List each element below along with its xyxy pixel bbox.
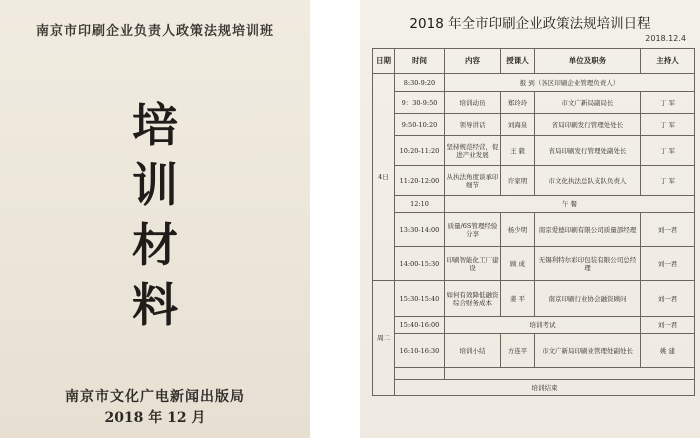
cell-registration: 报 到（各区印刷企业管理负责人） xyxy=(445,74,695,92)
cell-lunch: 午 餐 xyxy=(445,196,695,213)
cell-host: 刘一君 xyxy=(641,317,695,334)
cell-speaker: 方连平 xyxy=(501,334,535,368)
table-row xyxy=(373,213,695,247)
cell-host: 丁 军 xyxy=(641,166,695,196)
cover-title xyxy=(0,95,310,335)
table-header-row xyxy=(373,49,695,74)
cell-time: 13:30-14:00 xyxy=(395,213,445,247)
cell-empty xyxy=(395,368,445,380)
cell-content: 领导讲话 xyxy=(445,114,501,136)
cover-title-char: 训 xyxy=(132,158,178,212)
cell-time: 15:40-16:00 xyxy=(395,317,445,334)
cell-speaker: 姜 平 xyxy=(501,281,535,317)
cell-time: 9：30-9:50 xyxy=(395,92,445,114)
table-row xyxy=(373,136,695,166)
day-cell-date: 4日 xyxy=(373,74,395,281)
cover-title-char: 材 xyxy=(132,218,178,272)
cell-content: 培训小结 xyxy=(445,334,501,368)
table-row xyxy=(373,166,695,196)
cell-speaker: 顾 成 xyxy=(501,247,535,281)
cell-content: 从执法角度谈承印细节 xyxy=(445,166,501,196)
table-row xyxy=(373,368,695,380)
cell-time: 16:10-16:30 xyxy=(395,334,445,368)
table-row xyxy=(373,317,695,334)
cover-header: 南京市印刷企业负责人政策法规培训班 xyxy=(35,24,274,39)
cell-content: 质量/6S管理经验分享 xyxy=(445,213,501,247)
cell-time: 14:00-15:30 xyxy=(395,247,445,281)
cell-exam: 培训考试 xyxy=(445,317,641,334)
cell-time: 11:20-12:00 xyxy=(395,166,445,196)
day-cell-weekday: 周二 xyxy=(373,281,395,396)
schedule-date: 2018.12.4 xyxy=(645,34,686,43)
header-speaker: 授课人 xyxy=(501,49,535,74)
table-row xyxy=(373,281,695,317)
cell-unit: 省局印刷发行管理处副处长 xyxy=(535,136,641,166)
header-unit: 单位及职务 xyxy=(535,49,641,74)
cell-speaker: 杨少明 xyxy=(501,213,535,247)
header-time: 时间 xyxy=(395,49,445,74)
schedule-table xyxy=(372,48,695,396)
table-row xyxy=(373,196,695,213)
table-row xyxy=(373,114,695,136)
cell-unit: 市文广新局副局长 xyxy=(535,92,641,114)
table-row xyxy=(373,74,695,92)
schedule-page xyxy=(360,0,700,438)
cell-speaker: 郑玲玲 xyxy=(501,92,535,114)
cell-unit: 省局印刷发行管理处处长 xyxy=(535,114,641,136)
cover-title-char: 培 xyxy=(132,98,178,152)
header-content: 内容 xyxy=(445,49,501,74)
table-row xyxy=(373,380,695,396)
header-host: 主持人 xyxy=(641,49,695,74)
cell-time: 12:10 xyxy=(395,196,445,213)
schedule-title: 2018 年全市印刷企业政策法规培训日程 xyxy=(409,16,651,32)
cell-unit: 市文化执法总队支队负责人 xyxy=(535,166,641,196)
cell-speaker: 刘海泉 xyxy=(501,114,535,136)
cell-host: 丁 军 xyxy=(641,114,695,136)
table-row xyxy=(373,247,695,281)
cell-empty xyxy=(445,368,695,380)
cell-host: 刘一君 xyxy=(641,247,695,281)
cell-time: 10:20-11:20 xyxy=(395,136,445,166)
cell-host: 姚 建 xyxy=(641,334,695,368)
cell-host: 丁 军 xyxy=(641,136,695,166)
cell-unit: 南京爱德印刷有限公司质量部经理 xyxy=(535,213,641,247)
page-gap xyxy=(310,0,360,438)
cell-unit: 南京印刷行业协会融资顾问 xyxy=(535,281,641,317)
cell-host: 刘一君 xyxy=(641,281,695,317)
cell-unit: 市文广新局印刷业管理处副处长 xyxy=(535,334,641,368)
cell-speaker: 王 毅 xyxy=(501,136,535,166)
cell-host: 丁 军 xyxy=(641,92,695,114)
cell-time: 8:30-9:20 xyxy=(395,74,445,92)
cell-host: 刘一君 xyxy=(641,213,695,247)
cover-page xyxy=(0,0,310,438)
cell-speaker: 许家明 xyxy=(501,166,535,196)
cell-content: 培训动员 xyxy=(445,92,501,114)
cell-closing: 培训结束 xyxy=(395,380,695,396)
cell-time: 9:50-10:20 xyxy=(395,114,445,136)
table-row xyxy=(373,92,695,114)
cover-publisher: 南京市文化广电新闻出版局 xyxy=(65,389,245,405)
table-row xyxy=(373,334,695,368)
header-day: 日期 xyxy=(373,49,395,74)
cover-date: 2018 年 12 月 xyxy=(104,410,206,426)
cell-content: 坚持规范经营，促进产业发展 xyxy=(445,136,501,166)
cover-title-char: 料 xyxy=(132,278,178,332)
cell-time: 15:30-15:40 xyxy=(395,281,445,317)
cell-content: 印刷智能化工厂建设 xyxy=(445,247,501,281)
cell-content: 如何有效降低融资综合财务成本 xyxy=(445,281,501,317)
cell-unit: 无锡利特尔彩印包装有限公司总经理 xyxy=(535,247,641,281)
